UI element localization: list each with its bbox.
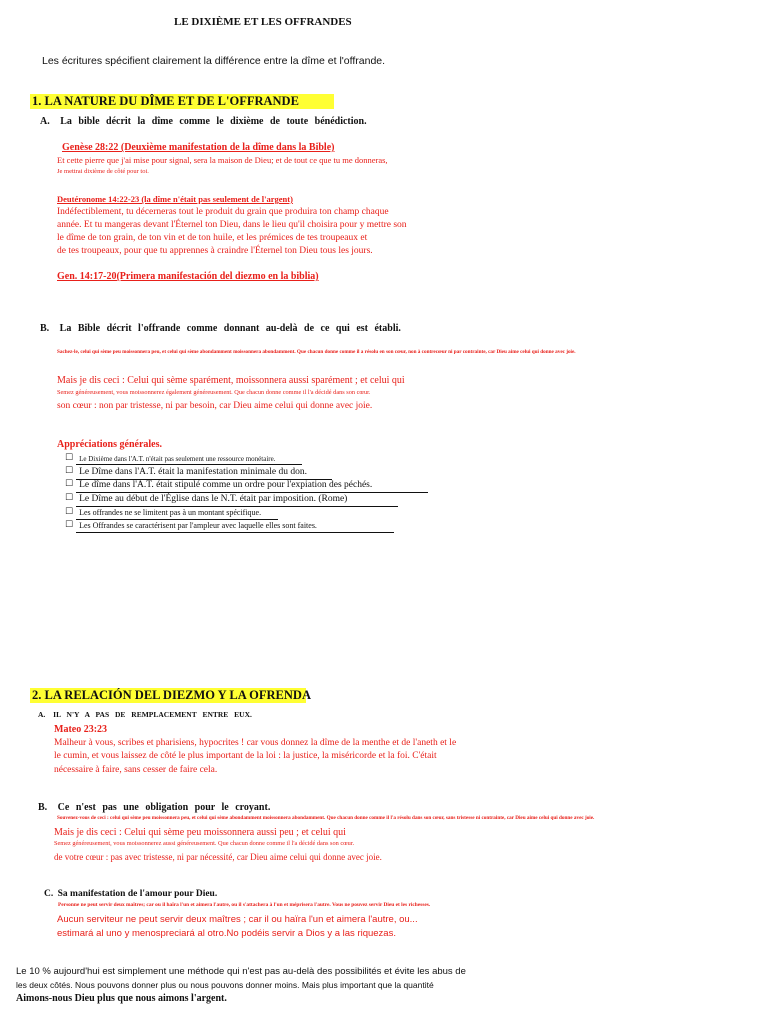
- mateo-verse-line2: le cumin, et vous laissez de côté le plus important de la loi : la justice, la miséricorde et la foi. C'était: [54, 751, 437, 761]
- document-title: LE DIXIÈME ET LES OFFRANDES: [174, 16, 352, 28]
- checkbox-icon: ☐: [65, 466, 74, 476]
- section1-b-label: B.: [40, 323, 50, 334]
- section2-heading: 2. LA RELACIÓN DEL DIEZMO Y LA OFRENDA: [32, 688, 311, 702]
- section2-b-text: Ce n'est pas une obligation pour le croyant.: [57, 802, 271, 813]
- section1-a-label: A.: [40, 116, 50, 127]
- genese-verse-line1: Et cette pierre que j'ai mise pour signal, sera la maison de Dieu; et de tout ce que tu me donneras,: [57, 155, 388, 165]
- gen-14-reference-text: Gen. 14:17-20(Primera manifestación del diezmo en la biblia): [57, 271, 319, 282]
- footer-line2: les deux côtés. Nous pouvons donner plus ou nous pouvons donner moins. Mais plus important que la quantité: [16, 980, 434, 990]
- mateo-verse-line3: nécessaire à faire, sans cesser de faire cela.: [54, 765, 218, 775]
- section2-c-verse-line2: estimará al uno y menospreciará al otro.No podéis servir a Dios y a las riquezas.: [57, 928, 396, 939]
- section1-b: [40, 323, 401, 334]
- genese-verse-line2: Je mettrai dixième de côté pour toi.: [57, 168, 149, 175]
- section2-c-label: C.: [44, 889, 54, 899]
- checkbox-icon: ☐: [65, 507, 74, 517]
- mateo-verse-line1: Malheur à vous, scribes et pharisiens, hypocrites ! car vous donnez la dîme de la menthe et de l'aneth et le: [54, 738, 457, 748]
- mateo-reference: Mateo 23:23: [54, 724, 108, 735]
- section2-a: [38, 710, 252, 719]
- intro-text: Les écritures spécifient clairement la différence entre la dîme et l'offrande.: [42, 55, 386, 67]
- deuteronome-line3: le dîme de ton grain, de ton vin et de ton huile, et les prémices de tes troupeaux et: [57, 233, 368, 243]
- section1-b-verse-line2: Semez généreusement, vous moissonnerez également généreusement. Que chacun donne comme il l'a décidé dans son cœur.: [57, 389, 371, 396]
- checkbox-icon: ☐: [65, 453, 74, 463]
- appreciation-item: ☐ Le Dîme dans l'A.T. était la manifestation minimale du don.: [65, 466, 307, 477]
- section1-b-text: La Bible décrit l'offrande comme donnant au-delà de ce qui est établi.: [59, 323, 401, 334]
- checkbox-icon: ☐: [65, 493, 74, 503]
- deuteronome-line2: année. Et tu mangeras devant l'Éternel ton Dieu, dans le lieu qu'il choisira pour y mettre son: [57, 220, 407, 230]
- section2-c: [44, 889, 217, 899]
- section2-b: [38, 802, 270, 813]
- section1-a-text: La bible décrit la dîme comme le dixième de toute bénédiction.: [60, 116, 367, 127]
- deuteronome-reference: Deutéronome 14:22-23 (la dîme n'était pas seulement de l'argent): [57, 194, 293, 204]
- section2-a-label: A.: [38, 710, 46, 719]
- section2-c-text: Sa manifestation de l'amour pour Dieu.: [57, 889, 218, 899]
- section1-b-small-verse: Sachez-le, celui qui sème peu moissonnera peu, et celui qui sème abondamment moissonnera abondamment. Que chacun donne comme il a résolu en son cœur, non à contrecœur ni par contrainte, car Dieu aime celui qui donne avec joie.: [57, 349, 576, 355]
- section2-a-text: IL N'Y A PAS DE REMPLACEMENT ENTRE EUX.: [53, 710, 252, 719]
- section1-b-verse-line1: Mais je dis ceci : Celui qui sème sparément, moissonnera aussi sparément ; et celui qui: [57, 375, 405, 386]
- appreciation-item: ☐ Les offrandes ne se limitent pas à un montant spécifique.: [65, 507, 262, 517]
- footer-line3: Aimons-nous Dieu plus que nous aimons l'argent.: [16, 993, 227, 1004]
- gen-14-reference: [57, 271, 319, 282]
- deuteronome-line1: Indéfectiblement, tu décerneras tout le produit du grain que produira ton champ chaque: [57, 207, 389, 217]
- section2-b-verse-line3: de votre cœur : pas avec tristesse, ni par nécessité, car Dieu aime celui qui donne avec joie.: [54, 852, 382, 862]
- appreciation-item: ☐ Le Dixième dans l'A.T. n'était pas seulement une ressource monétaire.: [65, 453, 276, 463]
- section1-a: [40, 116, 367, 127]
- section2-b-label: B.: [38, 802, 48, 813]
- section1-heading: 1. LA NATURE DU DÎME ET DE L'OFFRANDE: [30, 94, 334, 109]
- deuteronome-line4: de tes troupeaux, pour que tu apprennes à craindre l'Éternel ton Dieu tous les jours.: [57, 246, 373, 256]
- section1-b-verse-line3: son cœur : non par tristesse, ni par besoin, car Dieu aime celui qui donne avec joie.: [57, 401, 373, 411]
- section2-c-verse-line1: Aucun serviteur ne peut servir deux maîtres ; car il ou haïra l'un et aimera l'autre, ou...: [57, 914, 418, 925]
- checkbox-icon: ☐: [65, 479, 74, 489]
- section2-c-small-verse: Personne ne peut servir deux maîtres; car ou il haïra l'un et aimera l'autre, ou il s'attachera à l'un et méprisera l'autre. Vous ne pouvez servir Dieu et les richesses.: [58, 902, 431, 908]
- appreciation-item: ☐ Le Dîme au début de l'Église dans le N.T. était par imposition. (Rome): [65, 493, 348, 504]
- appreciation-item: ☐ Les Offrandes se caractérisent par l'ampleur avec laquelle elles sont faites.: [65, 520, 317, 530]
- section2-b-small-verse: Souvenez-vous de ceci : celui qui sème peu moissonnera peu, et celui qui sème abondamment moissonnera abondamment. Que chacun donne comme il l'a résolu dans son cœur, sans tristesse ni contrainte, car Dieu aime celui qui donne avec joie.: [57, 815, 595, 821]
- checkbox-icon: ☐: [65, 520, 74, 530]
- appreciation-item: ☐ Le dîme dans l'A.T. était stipulé comme un ordre pour l'expiation des péchés.: [65, 479, 373, 490]
- footer-line1: Le 10 % aujourd'hui est simplement une méthode qui n'est pas au-delà des possibilités et évite les abus de: [16, 966, 466, 977]
- genese-reference: Genèse 28:22 (Deuxième manifestation de la dîme dans la Bible): [62, 142, 335, 153]
- section2-b-verse-line1: Mais je dis ceci : Celui qui sème peu moissonnera aussi peu ; et celui qui: [54, 827, 346, 838]
- section2-b-verse-line2: Semez généreusement, vous moissonnerez aussi généreusement. Que chacun donne comme il l'a décidé dans son cœur.: [54, 840, 355, 847]
- appreciations-heading: Appréciations générales.: [57, 439, 162, 450]
